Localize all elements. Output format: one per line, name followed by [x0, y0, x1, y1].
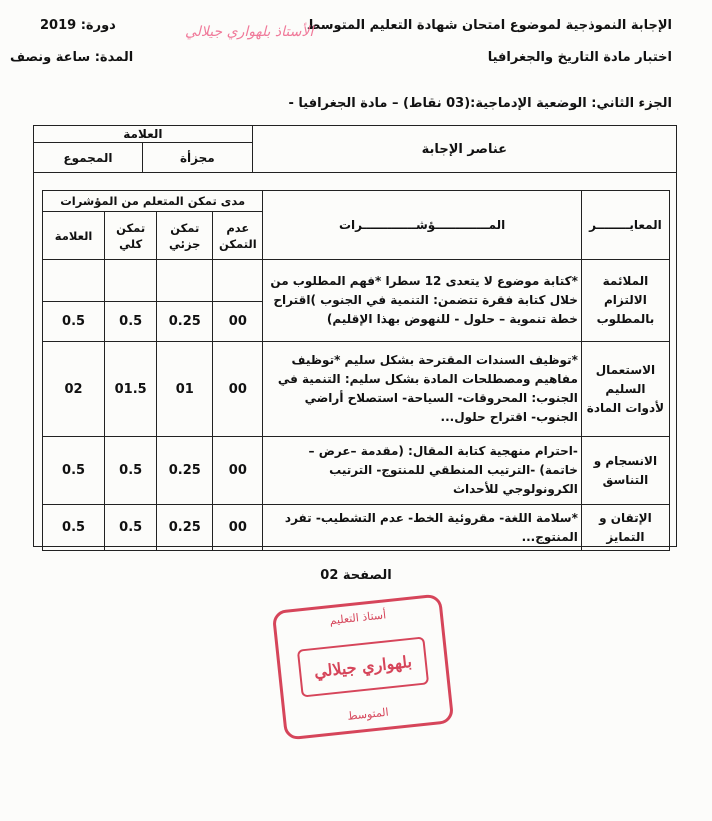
grade-header-table [33, 125, 677, 173]
part-title: الجزء الثاني: الوضعية الإدماجية:(03 نقاط) – مادة الجغرافيا - [288, 96, 672, 111]
table-row [43, 437, 670, 505]
indicators-cell: *توظيف السندات المقترحة بشكل سليم *توظيف مفاهيم ومصطلحات المادة بشكل سليم: التنمية في الجنوب: المحروقات- السياحة- استصلاح أراضي الجنوب- اقتراح حلول... [263, 342, 582, 437]
indicators-cell: *سلامة اللغة- مقروئية الخط- عدم التشطيب- تفرد المنتوج... [263, 505, 582, 551]
criteria-table [42, 190, 670, 551]
mark-value: 0.5 [43, 302, 105, 342]
criteria-header: المعايــــــــر [581, 191, 669, 260]
partial-mastery-value: 0.25 [157, 437, 213, 505]
full-mastery-value: 01.5 [105, 342, 157, 437]
indicators-header: المـــــــــــــؤشـــــــــــــرات [263, 191, 582, 260]
no-mastery-value: 00 [213, 302, 263, 342]
indicators-cell: -احترام منهجية كتابة المقال: (مقدمة –عرض – خاتمة) -الترتيب المنطقي للمنتوج- الترتيب الكرونولوجي للأحداث [263, 437, 582, 505]
exam-subject: اختبار مادة التاريخ والجغرافيا [487, 50, 672, 65]
table-row [43, 505, 670, 551]
criterion-cell: الاستعمال السليم لأدوات المادة [581, 342, 669, 437]
author-watermark: الأستاذ بلهواري جيلالي [185, 24, 314, 40]
mark-value: 0.5 [43, 505, 105, 551]
criterion-cell: الإتقان و التمايز [581, 505, 669, 551]
mark-value: 0.5 [43, 437, 105, 505]
partial-mastery-value: 0.25 [157, 505, 213, 551]
indicators-cell: *كتابة موضوع لا يتعدى 12 سطرا *فهم المطلوب من خلال كتابة فقرة تتضمن: التنمية في الجنوب )اقتراح خطة تنموية – حلول - للنهوض بهذا الإقليم) [263, 260, 582, 342]
mark-header: العلامة [43, 212, 105, 260]
full-mastery-value: 0.5 [105, 302, 157, 342]
exam-session: دورة: 2019 [40, 18, 116, 33]
stamp-bottom-text: المتوسط [346, 705, 390, 723]
stamp-top-text: أستاذ التعليم [328, 608, 387, 628]
partial-mastery-value: 01 [157, 342, 213, 437]
no-mastery-value: 00 [213, 342, 263, 437]
teacher-stamp [272, 593, 455, 740]
table-row [43, 260, 670, 302]
page-number: الصفحة 02 [320, 568, 392, 583]
grade-header: العلامة [34, 126, 253, 143]
criterion-cell: الانسجام و التناسق [581, 437, 669, 505]
answer-elements-header: عناصر الإجابة [252, 126, 676, 173]
mastery-header: مدى تمكن المتعلم من المؤشرات [43, 191, 263, 212]
full-mastery-value: 0.5 [105, 437, 157, 505]
full-mastery-header: تمكن كلي [105, 212, 157, 260]
mark-value: 02 [43, 342, 105, 437]
criterion-cell: الملائمة الالتزام بالمطلوب [581, 260, 669, 342]
stamp-name: بلهواري جيلالي [297, 636, 429, 697]
no-mastery-value: 00 [213, 437, 263, 505]
total-grade-header: المجموع [34, 143, 143, 173]
exam-duration: المدة: ساعة ونصف [10, 50, 134, 65]
table-row [43, 342, 670, 437]
full-mastery-value: 0.5 [105, 505, 157, 551]
exam-title: الإجابة النموذجية لموضوع امتحان شهادة التعليم المتوسط [306, 18, 672, 33]
partial-mastery-header: تمكن جزئي [157, 212, 213, 260]
no-mastery-header: عدم التمكن [213, 212, 263, 260]
partial-mastery-value: 0.25 [157, 302, 213, 342]
partial-grade-header: مجزأة [142, 143, 252, 173]
no-mastery-value: 00 [213, 505, 263, 551]
